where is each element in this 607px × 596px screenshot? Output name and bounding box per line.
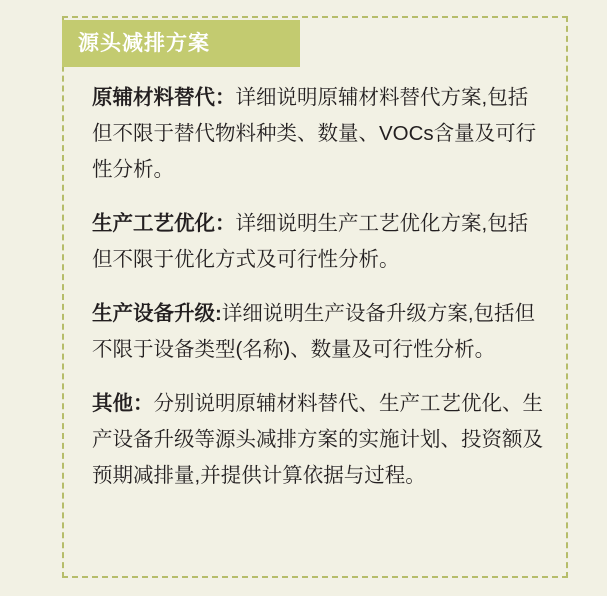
- section-body-text: 详细说明原辅材料替代方案,包括但不限于替代物料种类、数量、VOCs含量及可行性分析。: [92, 86, 537, 181]
- section-lead-label: 生产工艺优化：: [92, 212, 236, 235]
- section-paragraph: [92, 296, 548, 368]
- page-title: 源头减排方案: [78, 32, 210, 55]
- section-body-text: 详细说明生产工艺优化方案,包括但不限于优化方式及可行性分析。: [92, 212, 529, 271]
- section-lead-label: 其他：: [92, 392, 154, 415]
- section-paragraph: [92, 386, 548, 494]
- section-lead-label: 原辅材料替代：: [92, 86, 236, 109]
- section-paragraph: [92, 206, 548, 278]
- section-body-text: 详细说明生产设备升级方案,包括但不限于设备类型(名称)、数量及可行性分析。: [92, 302, 536, 361]
- section-body-text: 分别说明原辅材料替代、生产工艺优化、生产设备升级等源头减排方案的实施计划、投资额及预期减排量,并提供计算依据与过程。: [92, 392, 543, 487]
- section-paragraph: [92, 80, 548, 188]
- card-content: [92, 80, 548, 494]
- card-title-tab: [62, 20, 300, 67]
- section-lead-label: 生产设备升级:: [92, 302, 222, 325]
